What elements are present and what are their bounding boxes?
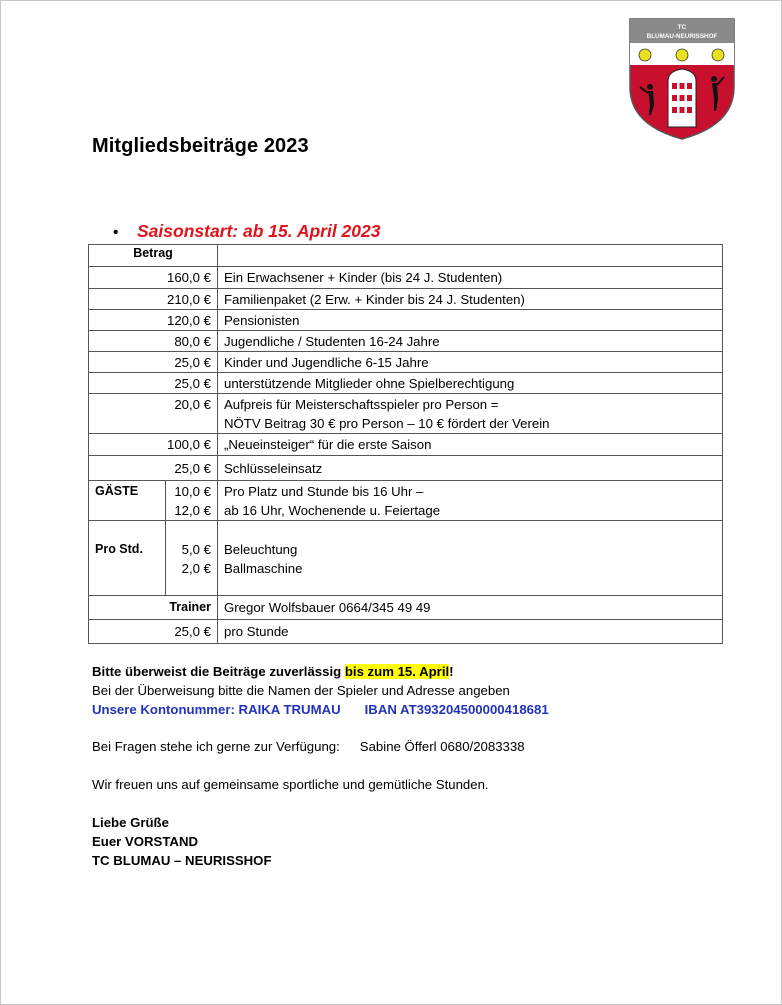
- signature-club: TC BLUMAU – NEURISSHOF: [92, 853, 272, 868]
- trainer-desc: Gregor Wolfsbauer 0664/345 49 49: [218, 596, 723, 620]
- table-row: [89, 267, 723, 289]
- row-desc: Ein Erwachsener + Kinder (bis 24 J. Studenten): [218, 267, 723, 289]
- row-desc: Kinder und Jugendliche 6-15 Jahre: [218, 352, 723, 373]
- season-start-item: [113, 221, 380, 242]
- per-hour-amount-1: 5,0 €: [181, 542, 211, 557]
- per-hour-desc-2: Ballmaschine: [224, 561, 303, 576]
- row-amount: 25,0 €: [89, 456, 218, 481]
- table-row: [89, 310, 723, 331]
- table-row-trainer: [89, 596, 723, 620]
- ball-icon: [639, 49, 651, 61]
- trainer-label: Trainer: [89, 596, 218, 620]
- table-row: [89, 456, 723, 481]
- table-row: [89, 289, 723, 310]
- row-amount: 25,0 €: [89, 352, 218, 373]
- logo-line2: BLUMAU-NEURISSHOF: [646, 33, 718, 40]
- guests-amount-2: 12,0 €: [174, 503, 211, 518]
- table-row-guests: [89, 481, 723, 521]
- table-header-amount: Betrag: [89, 245, 218, 267]
- page-title: Mitgliedsbeiträge 2023: [92, 135, 309, 157]
- club-logo: [628, 17, 736, 141]
- guests-desc-1: Pro Platz und Stunde bis 16 Uhr –: [224, 484, 424, 499]
- row-amount: 100,0 €: [89, 434, 218, 456]
- row-desc: Jugendliche / Studenten 16-24 Jahre: [218, 331, 723, 352]
- row-amount: 120,0 €: [89, 310, 218, 331]
- table-row-per-hour: [89, 521, 723, 596]
- table-header-desc: [218, 245, 723, 267]
- tower-icon: [668, 69, 696, 127]
- table-row: [89, 434, 723, 456]
- table-row: [89, 331, 723, 352]
- row-amount: 160,0 €: [89, 267, 218, 289]
- row-amount: 20,0 €: [89, 394, 218, 434]
- letter-body: [92, 662, 549, 870]
- row-amount: 80,0 €: [89, 331, 218, 352]
- trainer-rate-amount: 25,0 €: [89, 620, 218, 644]
- guests-amount-1: 10,0 €: [174, 484, 211, 499]
- guests-label: GÄSTE: [89, 481, 166, 521]
- per-hour-label: Pro Std.: [89, 521, 166, 596]
- per-hour-amount-2: 2,0 €: [181, 561, 211, 576]
- signature-greeting: Liebe Grüße: [92, 815, 169, 830]
- row-amount: 210,0 €: [89, 289, 218, 310]
- table-row: [89, 373, 723, 394]
- season-start-text: Saisonstart: ab 15. April 2023: [137, 221, 381, 241]
- questions-text: Bei Fragen stehe ich gerne zur Verfügung:: [92, 739, 340, 754]
- closing-line: Wir freuen uns auf gemeinsame sportliche und gemütliche Stunden.: [92, 777, 489, 792]
- bullet-icon: •: [113, 224, 119, 241]
- table-row: [89, 352, 723, 373]
- account-iban: IBAN AT393204500000418681: [364, 702, 549, 717]
- payment-deadline-end: !: [449, 664, 454, 679]
- row-desc-line1: Aufpreis für Meisterschaftsspieler pro Person =: [224, 397, 499, 412]
- per-hour-desc-1: Beleuchtung: [224, 542, 298, 557]
- row-desc: Familienpaket (2 Erw. + Kinder bis 24 J. Studenten): [218, 289, 723, 310]
- row-amount: 25,0 €: [89, 373, 218, 394]
- ball-icon: [676, 49, 688, 61]
- per-hour-amounts: [166, 521, 218, 596]
- row-desc: [218, 394, 723, 434]
- row-desc: Schlüsseleinsatz: [218, 456, 723, 481]
- fees-table: [88, 244, 723, 644]
- row-desc: unterstützende Mitglieder ohne Spielberechtigung: [218, 373, 723, 394]
- payment-instruction: Bei der Überweisung bitte die Namen der Spieler und Adresse angeben: [92, 683, 510, 698]
- signature-from: Euer VORSTAND: [92, 834, 199, 849]
- payment-deadline-text: Bitte überweist die Beiträge zuverlässig: [92, 664, 345, 679]
- account-label: Unsere Kontonummer: RAIKA TRUMAU: [92, 702, 341, 717]
- questions-contact: Sabine Öfferl 0680/2083338: [359, 739, 525, 754]
- table-row: [89, 620, 723, 644]
- table-row: [89, 394, 723, 434]
- row-desc: Pensionisten: [218, 310, 723, 331]
- per-hour-desc: [218, 521, 723, 596]
- guests-desc: [218, 481, 723, 521]
- ball-icon: [712, 49, 724, 61]
- row-desc: „Neueinsteiger“ für die erste Saison: [218, 434, 723, 456]
- guests-desc-2: ab 16 Uhr, Wochenende u. Feiertage: [224, 503, 441, 518]
- payment-deadline-highlight: bis zum 15. April: [344, 664, 450, 679]
- guests-amounts: [166, 481, 218, 521]
- trainer-rate-desc: pro Stunde: [218, 620, 723, 644]
- questions-line: [92, 737, 549, 756]
- table-header-row: [89, 245, 723, 267]
- account-info: [92, 700, 549, 719]
- row-desc-line2: NÖTV Beitrag 30 € pro Person – 10 € fördert der Verein: [224, 416, 550, 431]
- logo-line1: TC: [677, 24, 687, 31]
- payment-deadline: [92, 662, 549, 681]
